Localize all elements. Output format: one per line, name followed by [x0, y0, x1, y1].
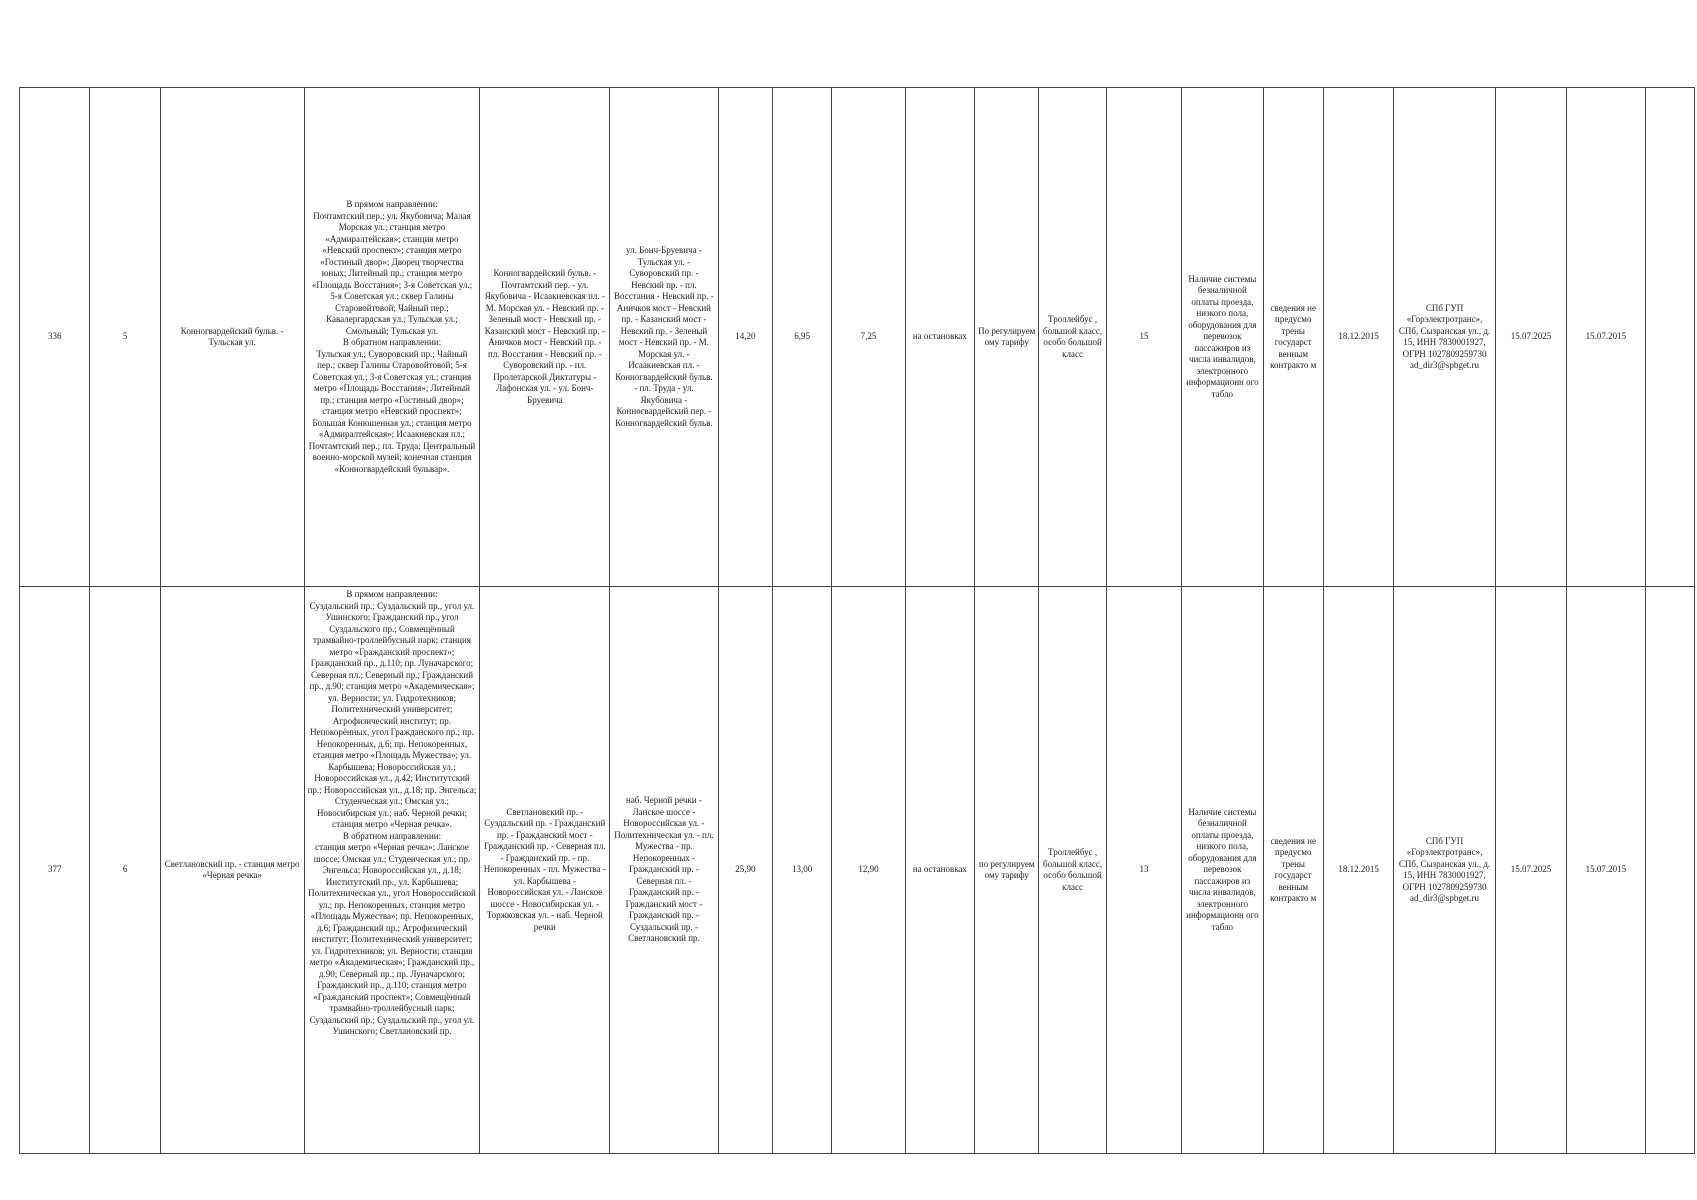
streets-backward-cell: ул. Бонч-Бруевича - Тульская ул. - Суворовский пр. - Невский пр. - пл. Восстания - Невский пр. - Аничков мост - Невский пр. - Казанский мост - Невский пр. - Зеленый мост - Невский пр. - М. Морская ул. - Исаакиевская пл. - Конногвардейский бульв. - пл. Труда - ул. Якубовича - Конногвардейский пер. - Конногвардейский бульв.: [610, 88, 719, 587]
reg-number-cell: 377: [20, 587, 90, 1154]
date-b-cell: 15.07.2015: [1567, 88, 1645, 587]
carrier-cell: СПб ГУП «Горэлектротранс», СПб, Сызранская ул., д. 15, ИНН 7830001927, ОГРН 1027809259730 ad_dir3@spbget.ru: [1394, 587, 1496, 1154]
equipment-cell: Наличие системы безналичной оплаты проезда, низкого пола, оборудования для перевозок пассажиров из числа инвалидов, электронного информационн ого табло: [1182, 88, 1263, 587]
start-date-cell: 18.12.2015: [1323, 587, 1393, 1154]
equipment-cell: Наличие системы безналичной оплаты проезда, низкого пола, оборудования для перевозок пассажиров из числа инвалидов, электронного информационн ого табло: [1182, 587, 1263, 1154]
stop-order-cell: на остановках: [905, 587, 974, 1154]
extra-cell: [1645, 587, 1694, 1154]
stops-cell: [304, 587, 480, 1154]
date-a-cell: 15.07.2025: [1495, 587, 1566, 1154]
carrier-cell: СПб ГУП «Горэлектротранс», СПб, Сызранская ул., д. 15, ИНН 7830001927, ОГРН 1027809259730 ad_dir3@spbget.ru: [1394, 88, 1496, 587]
route-number-cell: 6: [90, 587, 160, 1154]
contract-cell: сведения не предусмо трены государст венным контракто м: [1263, 88, 1323, 587]
length-backward-cell: 7,25: [832, 88, 905, 587]
extra-cell: [1645, 88, 1694, 587]
reg-number-cell: 336: [20, 88, 90, 587]
streets-forward-cell: Конногвардейский бульв. - Почтамтский пер. - ул. Якубовича - Исаакиевская пл. - М. Морская ул. - Невский пр. - Зеленый мост - Невский пр. - Казанский мост - Невский пр. - Аничков мост - Невский пр. - пл. Восстания - Невский пр. - Суворовский пр. - пл. Пролетарской Диктатуры - Лафонская ул. - ул. Бонч-Бруевича: [480, 88, 610, 587]
date-a-cell: 15.07.2025: [1495, 88, 1566, 587]
table-row: [20, 587, 1695, 1154]
stops-text: В прямом направлении: Суздальский пр.; Суздальский пр., угол ул. Ушинского; Гражданский пр., угол Суздальского пр.; Совмещённый трамвайно-троллейбусный парк; станция метро «Гражданский проспект»; Гражданский пр., д.110; пр. Луначарского; Северная пл.; Северный пр.; Гражданский пр., д.90; станция метро «Академическая»; ул. Верности; ул. Гидротехников; Политехнический университет; Агрофизический институт; пр. Непокорённых, угол Гражданского пр.; пр. Непокоренных, д.6; пр. Непокоренных, станция метро «Площадь Мужества»; ул. Карбышева; Новороссийская ул.; Новороссийская ул., д.42; Институтский пр.; Новороссийская ул., д.18; пр. Энгельса; Студенческая ул.; Омская ул.; Новосибирская ул.; наб. Черной речки; станция метро «Черная речка». В обратном направлении: станция метро «Черная речка»; Ланское шоссе; Омская ул.; Студенческая ул.; пр. Энгельса; Новороссийская ул., д.18; Институтский пр., ул. Карбышева; Политехническая ул., угол Новороссийской ул.; пр. Непокоренных, станция метро «Площадь Мужества»; пр. Непокоренных, д.6; Гражданский пр.; Агрофизический институт; Политехнический университет; ул. Гидротехников; ул. Верности; станция метро «Академическая»; Гражданский пр., д.90; Северный пр.; пр. Луначарского; Гражданский пр., д.110; станция метро «Гражданский проспект»; Совмещённый трамвайно-троллейбусный парк; Суздальский пр.; Суздальский пр., угол ул. Ушинского; Светлановский пр.: [307, 589, 477, 1036]
streets-forward-cell: Светлановский пр. - Суздальский пр. - Гражданский пр. - Гражданский мост - Гражданский пр. - Северная пл. - Гражданский пр. - пр. Непокоренных - пл. Мужества - ул. Карбышева - Новороссийская ул. - Ланское шоссе - Новосибирская ул. - Торжковская ул. - наб. Черной речки: [480, 587, 610, 1154]
vehicle-type-cell: Троллейбус , большой класс, особо большой класс: [1039, 88, 1106, 587]
stop-order-cell: на остановках: [905, 88, 974, 587]
date-b-cell: 15.07.2015: [1567, 587, 1645, 1154]
length-backward-cell: 12,90: [832, 587, 905, 1154]
route-number-cell: 5: [90, 88, 160, 587]
vehicle-count-cell: 15: [1106, 88, 1181, 587]
route-name-cell: Конногвардейский бульв. - Тульская ул.: [160, 88, 304, 587]
vehicle-count-cell: 13: [1106, 587, 1181, 1154]
length-forward-cell: 13,00: [773, 587, 832, 1154]
start-date-cell: 18.12.2015: [1323, 88, 1393, 587]
contract-cell: сведения не предусмо трены государст венным контракто м: [1263, 587, 1323, 1154]
tariff-cell: по регулируем ому тарифу: [975, 587, 1039, 1154]
table-row: [20, 88, 1695, 587]
vehicle-type-cell: Троллейбус , большой класс, особо большой класс: [1039, 587, 1106, 1154]
length-forward-cell: 6,95: [773, 88, 832, 587]
stops-cell: В прямом направлении: Почтамтский пер.; ул. Якубовича; Малая Морская ул.; станция метро «Адмиралтейская»; станция метро «Невский проспект»; станция метро «Гостиный двор»; Дворец творчества юных; Литейный пр.; станция метро «Площадь Восстания»; 3-я Советская ул.; 5-я Советская ул.; сквер Галины Старовойтовой; Чайный пер.; Кавалергардская ул.; Тульская ул.; Смольный; Тульская ул. В обратном направлении: Тульская ул.; Суворовский пр.; Чайный пер.; сквер Галины Старовойтовой; 5-я Советская ул.; 3-я Советская ул.; станция метро «Площадь Восстания»; Литейный пр.; станция метро «Гостиный двор»; станция метро «Невский проспект»; Большая Конюшенная ул.; станция метро «Адмиралтейская»; Исаакиевская пл.; Почтамтский пер.; пл. Труда; Центральный военно-морской музей; конечная станция «Конногвардейский бульвар».: [304, 88, 480, 587]
route-name-cell: Светлановский пр. - станция метро «Черная речка»: [160, 587, 304, 1154]
streets-backward-cell: наб. Черной речки - Ланское шоссе - Новороссийская ул. - Политехническая ул. - пл. Мужества - пр. Непокоренных - Гражданский пр. - Северная пл. - Гражданский пр. - Гражданский мост - Гражданский пр. - Суздальский пр. - Светлановский пр.: [610, 587, 719, 1154]
length-total-cell: 14,20: [718, 88, 772, 587]
routes-table: [19, 87, 1695, 1154]
length-total-cell: 25,90: [718, 587, 772, 1154]
tariff-cell: По регулируем ому тарифу: [975, 88, 1039, 587]
